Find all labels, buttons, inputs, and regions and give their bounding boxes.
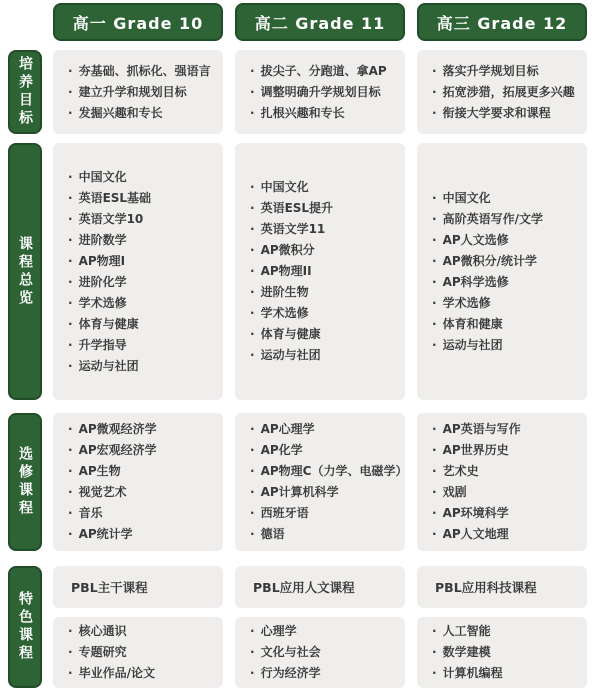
list-item: · 运动与社团: [68, 356, 217, 377]
list-item: · AP环境科学: [432, 503, 581, 524]
special-grade12-cell: [417, 617, 587, 688]
list-item: · AP人文选修: [432, 230, 581, 251]
special-grade11-column: [235, 566, 405, 688]
list-item: · 戏剧: [432, 482, 581, 503]
list-item: · 人工智能: [432, 621, 587, 642]
list-item: · 毕业作品/论文: [68, 663, 223, 684]
list-item: · 进阶数学: [68, 230, 217, 251]
row-training-goals: [8, 50, 600, 134]
list-item: · 中国文化: [68, 167, 217, 188]
list-item: · AP人文地理: [432, 524, 581, 545]
list-item: · 高阶英语写作/文学: [432, 209, 581, 230]
row-label-course-overview: 课程总览: [8, 143, 42, 400]
goals-grade12-cell: [417, 50, 587, 134]
list-item: · 拓宽涉猎，拓展更多兴趣: [432, 82, 581, 103]
list-item: · AP心理学: [250, 419, 399, 440]
list-item: · 建立升学和规划目标: [68, 82, 217, 103]
goals-grade11-cell: [235, 50, 405, 134]
row-label-elective-courses: 选修课程: [8, 413, 42, 551]
courses-grade11-cell: [235, 143, 405, 400]
grade-header-row: [53, 3, 600, 41]
grade-11-header: 高二 Grade 11: [235, 3, 405, 41]
list-item: · 德语: [250, 524, 399, 545]
list-item: · AP物理II: [250, 261, 399, 282]
list-item: · 体育和健康: [432, 314, 581, 335]
list-item: · AP统计学: [68, 524, 217, 545]
list-item: · AP英语与写作: [432, 419, 581, 440]
list-item: · 文化与社会: [250, 642, 405, 663]
special-grade10-cell: [53, 617, 223, 688]
special-grade12-column: [417, 566, 587, 688]
list-item: · 英语ESL提升: [250, 198, 399, 219]
pbl-title-grade11: PBL应用人文课程: [235, 566, 405, 608]
list-item: · AP微积分/统计学: [432, 251, 581, 272]
courses-grade12-cell: [417, 143, 587, 400]
pbl-title-grade10: PBL主干课程: [53, 566, 223, 608]
list-item: · 拔尖子、分跑道、拿AP: [250, 61, 399, 82]
special-grade10-column: [53, 566, 223, 688]
list-item: · AP生物: [68, 461, 217, 482]
electives-grade11-cell: [235, 413, 408, 551]
courses-columns: [53, 143, 587, 400]
list-item: · 体育与健康: [250, 324, 399, 345]
row-label-training-goals: 培养目标: [8, 50, 42, 134]
list-item: · 数学建模: [432, 642, 587, 663]
pbl-title-grade12: PBL应用科技课程: [417, 566, 587, 608]
row-course-overview: [8, 143, 600, 400]
list-item: · 心理学: [250, 621, 405, 642]
special-columns: [53, 566, 587, 688]
list-item: · 计算机编程: [432, 663, 587, 684]
goals-columns: [53, 50, 587, 134]
list-item: · AP宏观经济学: [68, 440, 217, 461]
list-item: · AP物理C（力学、电磁学）: [250, 461, 399, 482]
list-item: · 夯基础、抓标化、强语言: [68, 61, 217, 82]
list-item: · AP物理I: [68, 251, 217, 272]
list-item: · 运动与社团: [250, 345, 399, 366]
list-item: · 专题研究: [68, 642, 223, 663]
list-item: · 进阶生物: [250, 282, 399, 303]
list-item: · AP计算机科学: [250, 482, 399, 503]
grade-10-header: 高一 Grade 10: [53, 3, 223, 41]
special-grade11-cell: [235, 617, 405, 688]
list-item: · 艺术史: [432, 461, 581, 482]
list-item: · 西班牙语: [250, 503, 399, 524]
electives-grade12-cell: [417, 413, 587, 551]
list-item: · 发掘兴趣和专长: [68, 103, 217, 124]
list-item: · 运动与社团: [432, 335, 581, 356]
electives-grade10-cell: [53, 413, 223, 551]
list-item: · 衔接大学要求和课程: [432, 103, 581, 124]
electives-columns: [53, 413, 587, 551]
list-item: · AP微观经济学: [68, 419, 217, 440]
list-item: · 英语文学10: [68, 209, 217, 230]
list-item: · 中国文化: [250, 177, 399, 198]
goals-grade10-cell: [53, 50, 223, 134]
list-item: · 英语ESL基础: [68, 188, 217, 209]
list-item: · 学术选修: [432, 293, 581, 314]
list-item: · 音乐: [68, 503, 217, 524]
list-item: · 调整明确升学规划目标: [250, 82, 399, 103]
list-item: · 扎根兴趣和专长: [250, 103, 399, 124]
row-label-featured-courses: 特色课程: [8, 566, 42, 688]
list-item: · 行为经济学: [250, 663, 405, 684]
grade-12-header: 高三 Grade 12: [417, 3, 587, 41]
row-featured-courses: [8, 566, 600, 688]
list-item: · 学术选修: [68, 293, 217, 314]
list-item: · 进阶化学: [68, 272, 217, 293]
list-item: · 学术选修: [250, 303, 399, 324]
list-item: · 英语文学11: [250, 219, 399, 240]
list-item: · AP科学选修: [432, 272, 581, 293]
list-item: · 体育与健康: [68, 314, 217, 335]
list-item: · AP世界历史: [432, 440, 581, 461]
list-item: · AP化学: [250, 440, 399, 461]
list-item: · 中国文化: [432, 188, 581, 209]
list-item: · 升学指导: [68, 335, 217, 356]
row-elective-courses: [8, 413, 600, 551]
list-item: · 落实升学规划目标: [432, 61, 581, 82]
list-item: · 视觉艺术: [68, 482, 217, 503]
courses-grade10-cell: [53, 143, 223, 400]
list-item: · AP微积分: [250, 240, 399, 261]
list-item: · 核心通识: [68, 621, 223, 642]
